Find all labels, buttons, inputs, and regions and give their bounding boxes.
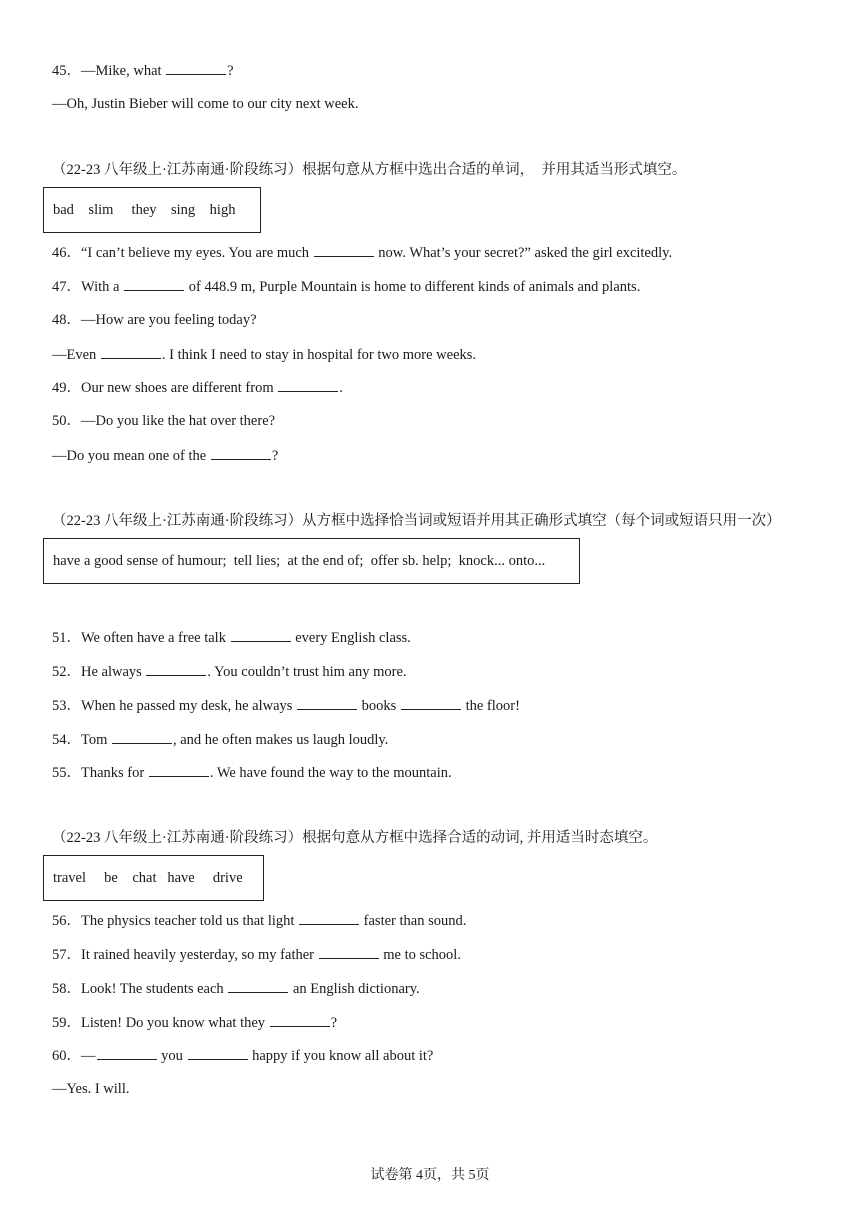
question-number: 55． [52,765,81,781]
question-number: 58． [52,981,81,997]
question-59: 59．Listen! Do you know what they ? [52,1015,338,1031]
question-50-reply: —Do you mean one of the ? [52,448,279,464]
question-56: 56．The physics teacher told us that light faster than sound. [52,913,467,929]
page-footer: 试卷第 4页，共 5页 [370,1168,490,1183]
answer-blank[interactable] [278,378,338,392]
question-45-reply: —Oh, Justin Bieber will come to our city next week. [52,96,359,112]
section-header: （22-23 八年级上·江苏南通·阶段练习）根据句意从方框中选出合适的单词， 并用其适当形式填空。 [52,162,687,178]
answer-blank[interactable] [297,696,357,710]
question-number: 53． [52,698,81,714]
answer-blank[interactable] [149,763,209,777]
question-55: 55．Thanks for . We have found the way to the mountain. [52,765,452,781]
question-number: 48． [52,312,81,328]
question-number: 59． [52,1015,81,1031]
answer-blank[interactable] [124,277,184,291]
question-50: 50．—Do you like the hat over there? [52,413,276,429]
word-box: bad slim they sing high [43,187,261,233]
answer-blank[interactable] [146,662,206,676]
question-45: 45．—Mike, what ? [52,63,234,79]
question-number: 45． [52,63,81,79]
answer-blank[interactable] [228,979,288,993]
answer-blank[interactable] [112,730,172,744]
question-52: 52．He always . You couldn’t trust him any more. [52,664,407,680]
answer-blank[interactable] [188,1046,248,1060]
question-53: 53．When he passed my desk, he always books the floor! [52,698,520,714]
answer-blank[interactable] [299,911,359,925]
question-58: 58．Look! The students each an English dictionary. [52,981,420,997]
question-51: 51．We often have a free talk every English class. [52,630,411,646]
question-number: 51． [52,630,81,646]
question-number: 56． [52,913,81,929]
question-48: 48．—How are you feeling today? [52,312,257,328]
question-54: 54．Tom , and he often makes us laugh loudly. [52,732,389,748]
question-number: 60． [52,1048,81,1064]
question-57: 57．It rained heavily yesterday, so my father me to school. [52,947,461,963]
question-number: 52． [52,664,81,680]
answer-blank[interactable] [270,1013,330,1027]
question-number: 57． [52,947,81,963]
answer-blank[interactable] [231,628,291,642]
question-60-reply: —Yes. I will. [52,1081,130,1097]
answer-blank[interactable] [101,345,161,359]
question-60: 60．— you happy if you know all about it? [52,1048,434,1064]
phrase-box: have a good sense of humour; tell lies; at the end of; offer sb. help; knock... onto... [43,538,580,584]
answer-blank[interactable] [211,446,271,460]
question-number: 54． [52,732,81,748]
question-number: 50． [52,413,81,429]
answer-blank[interactable] [319,945,379,959]
answer-blank[interactable] [314,243,374,257]
answer-blank[interactable] [401,696,461,710]
question-number: 47． [52,279,81,295]
answer-blank[interactable] [97,1046,157,1060]
question-47: 47．With a of 448.9 m, Purple Mountain is home to different kinds of animals and plants. [52,279,641,295]
question-48-reply: —Even . I think I need to stay in hospital for two more weeks. [52,347,477,363]
section-header: （22-23 八年级上·江苏南通·阶段练习）从方框中选择恰当词或短语并用其正确形式填空（每个词或短语只用一次） [52,513,781,529]
question-46: 46．“I can’t believe my eyes. You are much now. What’s your secret?” asked the girl excitedly. [52,245,673,261]
question-49: 49．Our new shoes are different from . [52,380,343,396]
word-box: travel be chat have drive [43,855,264,901]
question-number: 49． [52,380,81,396]
question-number: 46． [52,245,81,261]
section-header: （22-23 八年级上·江苏南通·阶段练习）根据句意从方框中选择合适的动词, 并用适当时态填空。 [52,830,658,846]
answer-blank[interactable] [166,61,226,75]
